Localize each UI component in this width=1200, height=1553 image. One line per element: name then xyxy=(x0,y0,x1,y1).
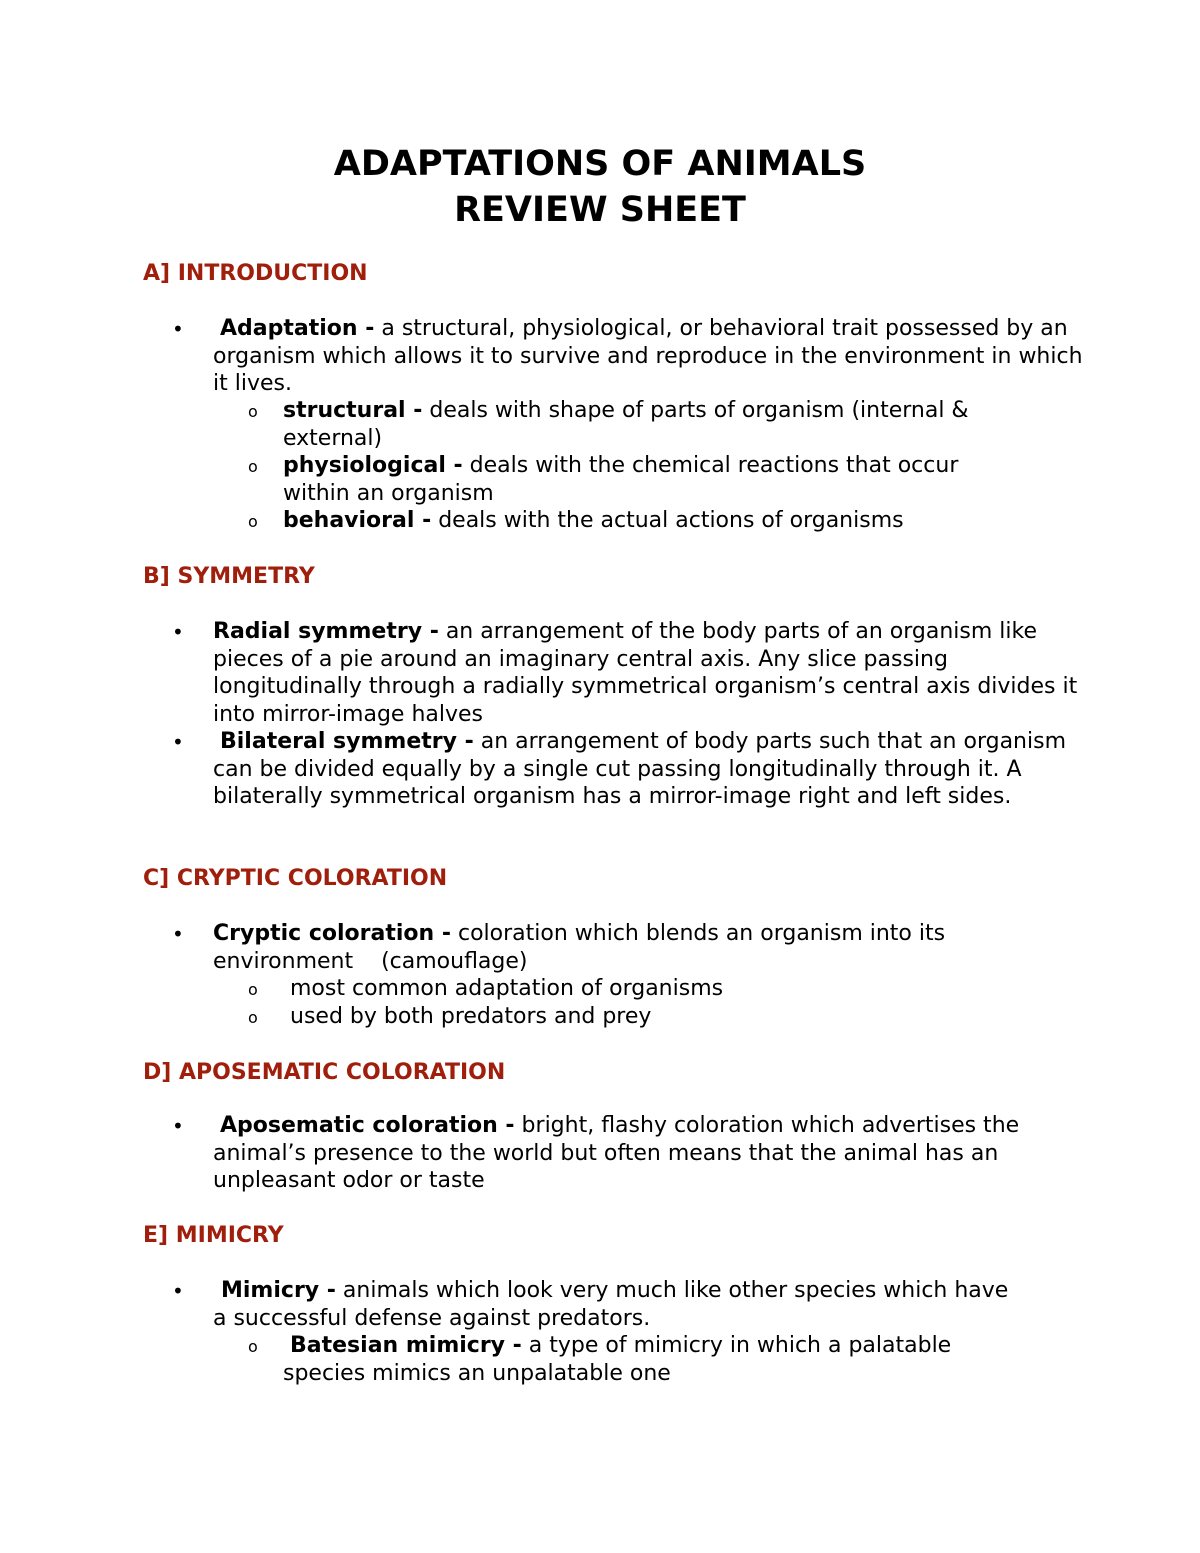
mimicry-definition xyxy=(213,1277,1013,1332)
definition: deals with the chemical reactions that occur within an organism xyxy=(283,453,959,506)
bilateral-symmetry-definition xyxy=(213,728,1093,811)
definition: a type of mimicry in which a palatable species mimics an unpalatable one xyxy=(283,1333,952,1386)
section-heading-aposematic-coloration: D] APOSEMATIC COLORATION xyxy=(143,1060,506,1085)
term: behavioral - xyxy=(283,508,432,533)
section-heading-cryptic-coloration: C] CRYPTIC COLORATION xyxy=(143,866,448,891)
definition: deals with the actual actions of organisms xyxy=(431,508,904,533)
term: Radial symmetry - xyxy=(213,619,439,644)
radial-symmetry-definition xyxy=(213,618,1093,728)
definition: coloration which blends an organism into its environment (camouflage) xyxy=(213,921,953,974)
definition: bright, flashy coloration which advertises the animal’s presence to the world but often means that the animal has an unpleasant odor or taste xyxy=(213,1113,1020,1193)
sub-bullet-icon: o xyxy=(248,980,258,999)
bullet-icon: • xyxy=(172,1279,184,1303)
bullet-icon: • xyxy=(172,1114,184,1138)
bullet-icon: • xyxy=(172,620,184,644)
term: Bilateral symmetry - xyxy=(220,729,474,754)
definition: deals with shape of parts of organism (internal & external) xyxy=(283,398,969,451)
term: physiological - xyxy=(283,453,463,478)
term: structural - xyxy=(283,398,423,423)
term: Mimicry - xyxy=(221,1278,336,1303)
definition: animals which look very much like other species which have a successful defense against predators. xyxy=(213,1278,1009,1331)
section-heading-introduction: A] INTRODUCTION xyxy=(143,261,368,286)
cryptic-coloration-definition xyxy=(213,920,1013,975)
definition: an arrangement of body parts such that an organism can be divided equally by a single cut passing longitudinally through it. A bilaterally symmetrical organism has a mirror-image right and left sides. xyxy=(213,729,1066,809)
section-heading-symmetry: B] SYMMETRY xyxy=(143,564,315,589)
bullet-icon: • xyxy=(172,730,184,754)
adaptation-definition xyxy=(213,315,1093,398)
section-heading-mimicry: E] MIMICRY xyxy=(143,1223,284,1248)
sub-bullet-icon: o xyxy=(248,457,258,476)
term: Cryptic coloration - xyxy=(213,921,451,946)
title-line-1: ADAPTATIONS OF ANIMALS xyxy=(333,144,867,184)
structural-definition xyxy=(283,397,1023,452)
sub-bullet-icon: o xyxy=(248,1008,258,1027)
aposematic-coloration-definition xyxy=(213,1112,1053,1195)
behavioral-definition xyxy=(283,507,1043,535)
title-line-2: REVIEW SHEET xyxy=(454,190,746,230)
sub-bullet-icon: o xyxy=(248,1337,258,1356)
term: Aposematic coloration - xyxy=(220,1113,515,1138)
term: Batesian mimicry - xyxy=(290,1333,522,1358)
batesian-mimicry-definition xyxy=(283,1332,1013,1387)
physiological-definition xyxy=(283,452,1023,507)
cryptic-sub-item: most common adaptation of organisms xyxy=(290,976,724,1001)
definition: an arrangement of the body parts of an organism like pieces of a pie around an imaginary central axis. Any slice passing longitudinally through a radially symmetrical organism’s central axis divides it into mirror-image halves xyxy=(213,619,1078,727)
sub-bullet-icon: o xyxy=(248,512,258,531)
sub-bullet-icon: o xyxy=(248,402,258,421)
definition: a structural, physiological, or behavioral trait possessed by an organism which allows it to survive and reproduce in the environment in which it lives. xyxy=(213,316,1083,396)
bullet-icon: • xyxy=(172,317,184,341)
cryptic-sub-item: used by both predators and prey xyxy=(290,1004,652,1029)
bullet-icon: • xyxy=(172,922,184,946)
term: Adaptation - xyxy=(220,316,375,341)
